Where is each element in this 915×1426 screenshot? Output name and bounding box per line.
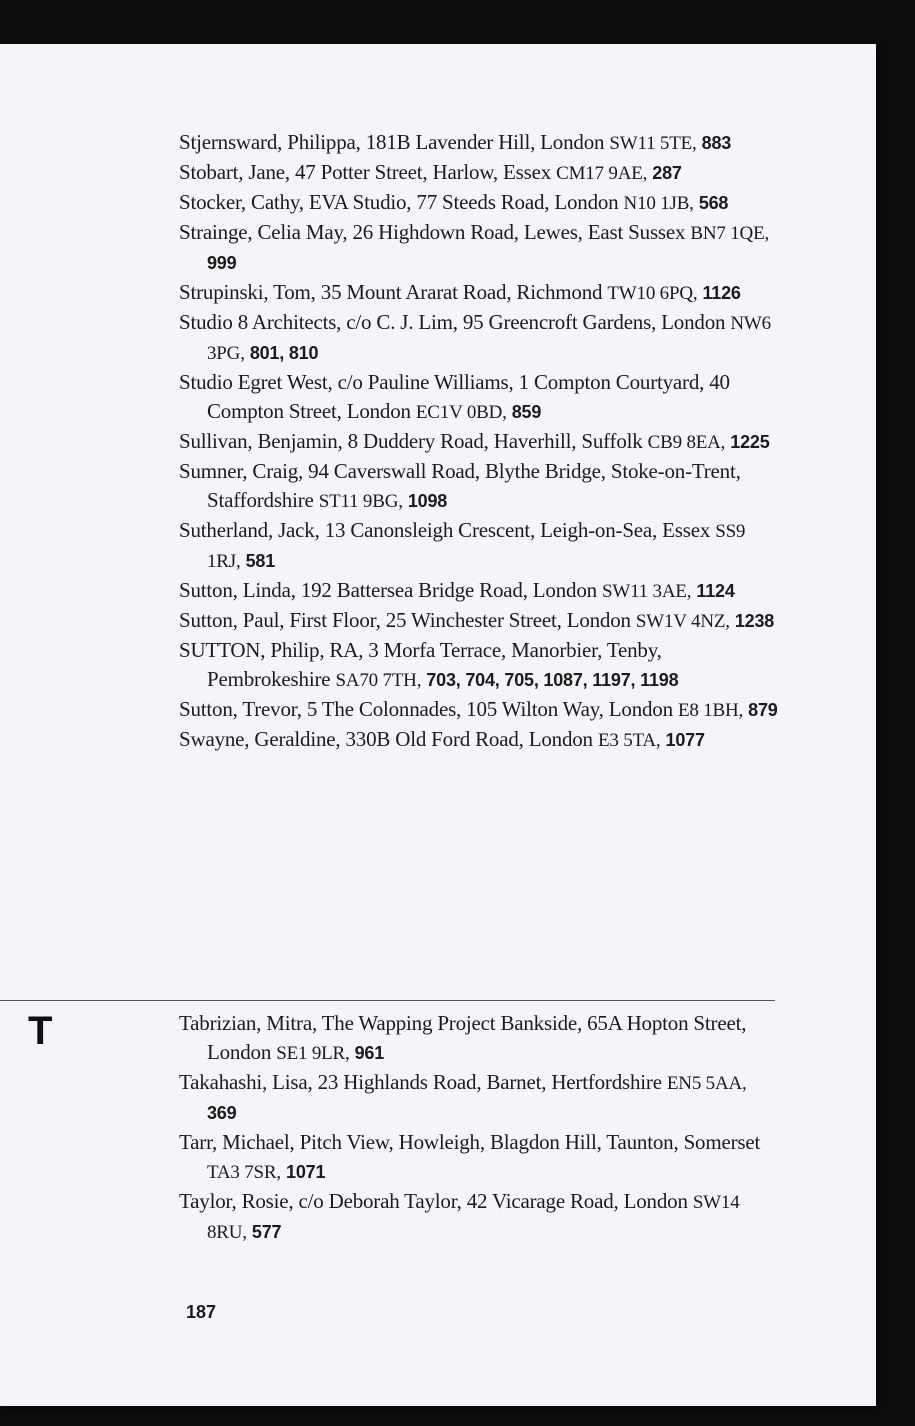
entry-page-refs: 703, 704, 705, 1087, 1197, 1198: [426, 670, 679, 690]
book-page: [0, 44, 876, 1406]
index-section-t: [179, 1009, 779, 1247]
entry-postcode: CM17 9AE,: [556, 163, 648, 184]
entry-postcode: TW10 6PQ,: [607, 283, 698, 304]
entry-name-address: Swayne, Geraldine, 330B Old Ford Road, London: [179, 727, 593, 751]
section-divider: [0, 1000, 775, 1001]
entry-postcode: EN5 5AA,: [666, 1073, 747, 1094]
entry-postcode: E8 1BH,: [677, 700, 744, 721]
index-entry: [179, 725, 779, 755]
entry-name-address: Stobart, Jane, 47 Potter Street, Harlow, Essex: [179, 160, 552, 184]
entry-name-address: Stocker, Cathy, EVA Studio, 77 Steeds Road, London: [179, 190, 619, 214]
index-entry: [179, 516, 779, 576]
entry-name-address: Tarr, Michael, Pitch View, Howleigh, Blagdon Hill, Taunton, Somerset: [179, 1130, 761, 1154]
entry-name-address: Tabrizian, Mitra, The Wapping Project Bankside, 65A Hopton Street, London: [179, 1011, 747, 1064]
entry-postcode: EC1V 0BD,: [415, 402, 507, 423]
entry-postcode: ST11 9BG,: [318, 491, 403, 512]
entry-page-refs: 1126: [702, 283, 741, 303]
index-entry: [179, 308, 779, 368]
entry-page-refs: 883: [701, 133, 732, 153]
page-number: 187: [186, 1302, 217, 1322]
index-entry: [179, 695, 779, 725]
index-entry: [179, 368, 779, 427]
index-entry: [179, 1068, 779, 1128]
entry-postcode: SW11 5TE,: [609, 133, 697, 154]
index-entry: [179, 218, 779, 278]
entry-postcode: NW6 3PG,: [207, 313, 771, 364]
entry-page-refs: 999: [207, 253, 237, 273]
entry-page-refs: 1225: [730, 432, 770, 452]
entry-name-address: Sutton, Paul, First Floor, 25 Winchester Street, London: [179, 608, 631, 632]
entry-page-refs: 879: [748, 700, 778, 720]
entry-postcode: SW11 3AE,: [601, 581, 692, 602]
entry-name-address: Studio 8 Architects, c/o C. J. Lim, 95 Greencroft Gardens, London: [179, 310, 726, 334]
entry-name-address: Sullivan, Benjamin, 8 Duddery Road, Haverhill, Suffolk: [179, 429, 643, 453]
index-entry: [179, 278, 779, 308]
index-entry: [179, 1009, 779, 1068]
entry-postcode: SE1 9LR,: [276, 1043, 350, 1064]
index-entry: [179, 457, 779, 516]
index-entry: [179, 576, 779, 606]
entry-postcode: SA70 7TH,: [335, 670, 422, 691]
entry-page-refs: 1098: [407, 491, 448, 511]
entry-name-address: Strupinski, Tom, 35 Mount Ararat Road, Richmond: [179, 280, 603, 304]
entry-postcode: SW14 8RU,: [207, 1192, 740, 1243]
entry-postcode: SS9 1RJ,: [207, 521, 746, 572]
index-entry: [179, 606, 779, 636]
entry-page-refs: 568: [698, 193, 729, 213]
entry-page-refs: 287: [652, 163, 682, 183]
index-section-s: [179, 128, 779, 755]
entry-name-address: Sutherland, Jack, 13 Canonsleigh Crescent, Leigh-on-Sea, Essex: [179, 518, 711, 542]
entry-name-address: SUTTON, Philip, RA, 3 Morfa Terrace, Manorbier, Tenby, Pembrokeshire: [179, 638, 662, 691]
index-entry: [179, 427, 779, 457]
entry-page-refs: 859: [511, 402, 542, 422]
index-entry: [179, 158, 779, 188]
entry-page-refs: 1238: [734, 611, 775, 631]
entry-page-refs: 961: [354, 1043, 385, 1063]
index-entry: [179, 188, 779, 218]
entry-page-refs: 577: [251, 1222, 282, 1242]
entry-page-refs: 1077: [665, 730, 705, 750]
entry-name-address: Sutton, Trevor, 5 The Colonnades, 105 Wilton Way, London: [179, 697, 673, 721]
entry-name-address: Sutton, Linda, 192 Battersea Bridge Road, London: [179, 578, 597, 602]
entry-page-refs: 581: [245, 551, 276, 571]
entry-page-refs: 369: [207, 1103, 237, 1123]
section-letter: T: [28, 1009, 53, 1053]
entry-name-address: Sumner, Craig, 94 Caverswall Road, Blythe Bridge, Stoke-on-Trent, Staffordshire: [179, 459, 741, 512]
entry-postcode: E3 5TA,: [597, 730, 661, 751]
entry-name-address: Strainge, Celia May, 26 Highdown Road, Lewes, East Sussex: [179, 220, 686, 244]
entry-page-refs: 1071: [286, 1162, 326, 1182]
entry-postcode: BN7 1QE,: [690, 223, 770, 244]
entry-page-refs: 801, 810: [249, 343, 319, 363]
entry-name-address: Studio Egret West, c/o Pauline Williams, 1 Compton Courtyard, 40 Compton Street, London: [179, 370, 730, 423]
index-entry: [179, 1128, 779, 1187]
entry-postcode: CB9 8EA,: [647, 432, 726, 453]
index-entry: [179, 636, 779, 695]
entry-name-address: Takahashi, Lisa, 23 Highlands Road, Barnet, Hertfordshire: [179, 1070, 662, 1094]
entry-postcode: SW1V 4NZ,: [635, 611, 730, 632]
entry-postcode: N10 1JB,: [623, 193, 694, 214]
entry-name-address: Stjernsward, Philippa, 181B Lavender Hill, London: [179, 130, 605, 154]
index-entry: [179, 1187, 779, 1247]
index-entry: [179, 128, 779, 158]
entry-page-refs: 1124: [696, 581, 735, 601]
entry-postcode: TA3 7SR,: [207, 1162, 281, 1183]
entry-name-address: Taylor, Rosie, c/o Deborah Taylor, 42 Vicarage Road, London: [179, 1189, 688, 1213]
